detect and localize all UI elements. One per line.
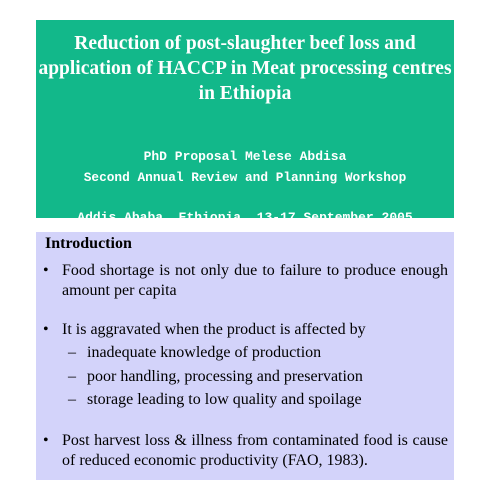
dash-marker: – <box>68 391 76 408</box>
presentation-title: Reduction of post-slaughter beef loss and application of HACCP in Meat processing centres in Ethiopia <box>38 33 452 104</box>
bullet-post-harvest-loss: Post harvest loss & illness from contaminated food is cause of reduced economic productivity (FAO, 1983). <box>62 432 448 469</box>
introduction-panel <box>36 232 454 480</box>
bullet-marker: • <box>43 432 49 449</box>
section-heading: Introduction <box>45 235 132 252</box>
event-line: Second Annual Review and Planning Workshop <box>83 170 407 185</box>
location-date-line: Addis Ababa, Ethiopia, 13-17 September 2005 <box>77 210 413 225</box>
sub-bullet-handling: poor handling, processing and preservation <box>87 368 363 385</box>
sub-bullet-storage: storage leading to low quality and spoilage <box>87 391 362 408</box>
bullet-marker: • <box>43 262 49 279</box>
bullet-marker: • <box>43 321 49 338</box>
bullet-food-shortage: Food shortage is not only due to failure to produce enough amount per capita <box>62 262 448 299</box>
dash-marker: – <box>68 368 76 385</box>
author-line: PhD Proposal Melese Abdisa <box>143 149 347 164</box>
title-banner <box>36 20 454 225</box>
bullet-aggravated: It is aggravated when the product is affected by <box>62 321 366 338</box>
dash-marker: – <box>68 344 76 361</box>
sub-bullet-knowledge: inadequate knowledge of production <box>87 344 322 361</box>
